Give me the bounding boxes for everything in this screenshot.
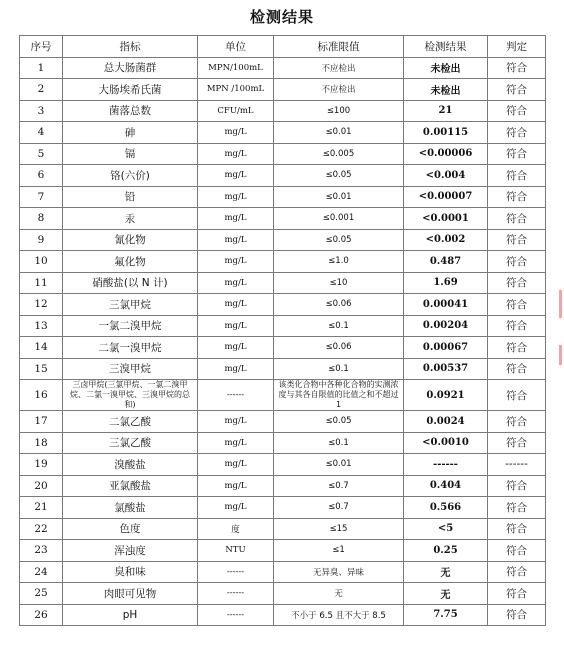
cell-no: 19: [20, 454, 63, 476]
cell-limit: ≤0.1: [274, 358, 404, 380]
cell-no: 7: [20, 186, 63, 208]
cell-indicator: 溴酸盐: [63, 454, 198, 476]
red-seal-edge-mark: [559, 345, 562, 365]
cell-no: 15: [20, 358, 63, 380]
cell-indicator: 三溴甲烷: [63, 358, 198, 380]
table-row: [20, 337, 546, 359]
cell-judgement: 符合: [488, 229, 546, 251]
cell-limit: ≤15: [274, 518, 404, 540]
cell-indicator: 铬(六价): [63, 165, 198, 187]
cell-limit: ≤100: [274, 100, 404, 122]
cell-result: <0.004: [404, 165, 488, 187]
cell-no: 1: [20, 57, 63, 79]
cell-limit: 不小于 6.5 且不大于 8.5: [274, 604, 404, 626]
table-row: [20, 57, 546, 79]
cell-unit: mg/L: [198, 337, 274, 359]
cell-unit: mg/L: [198, 497, 274, 519]
cell-limit: ≤0.001: [274, 208, 404, 230]
cell-unit: NTU: [198, 540, 274, 562]
table-row: [20, 411, 546, 433]
cell-unit: MPN/100mL: [198, 57, 274, 79]
cell-judgement: 符合: [488, 583, 546, 605]
cell-no: 24: [20, 561, 63, 583]
cell-result: 0.566: [404, 497, 488, 519]
cell-unit: mg/L: [198, 272, 274, 294]
cell-limit: ≤0.1: [274, 432, 404, 454]
cell-judgement: 符合: [488, 497, 546, 519]
header-unit: 单位: [198, 36, 274, 58]
cell-judgement: 符合: [488, 604, 546, 626]
cell-unit: ------: [198, 583, 274, 605]
cell-indicator: 一氯二溴甲烷: [63, 315, 198, 337]
cell-no: 17: [20, 411, 63, 433]
cell-unit: mg/L: [198, 229, 274, 251]
cell-judgement: ------: [488, 454, 546, 476]
cell-result: <0.002: [404, 229, 488, 251]
cell-judgement: 符合: [488, 272, 546, 294]
cell-judgement: 符合: [488, 411, 546, 433]
cell-judgement: 符合: [488, 294, 546, 316]
cell-result: 0.404: [404, 475, 488, 497]
cell-limit: ≤0.01: [274, 454, 404, 476]
cell-indicator: pH: [63, 604, 198, 626]
cell-judgement: 符合: [488, 432, 546, 454]
cell-limit: 不应检出: [274, 79, 404, 101]
cell-indicator: 肉眼可见物: [63, 583, 198, 605]
cell-result: 0.25: [404, 540, 488, 562]
cell-limit: ≤0.05: [274, 229, 404, 251]
table-row: [20, 497, 546, 519]
cell-result: 0.0024: [404, 411, 488, 433]
cell-limit: ≤10: [274, 272, 404, 294]
header-result: 检测结果: [404, 36, 488, 58]
cell-no: 13: [20, 315, 63, 337]
cell-no: 2: [20, 79, 63, 101]
table-row: [20, 251, 546, 273]
cell-limit: ≤1: [274, 540, 404, 562]
cell-judgement: 符合: [488, 315, 546, 337]
cell-result: 未检出: [404, 79, 488, 101]
cell-no: 14: [20, 337, 63, 359]
cell-result: 未检出: [404, 57, 488, 79]
cell-unit: mg/L: [198, 475, 274, 497]
cell-limit: ≤0.05: [274, 165, 404, 187]
cell-result: 21: [404, 100, 488, 122]
cell-limit: 该类化合物中各种化合物的实测浓度与其各自限值的比值之和不超过1: [274, 380, 404, 411]
cell-unit: mg/L: [198, 315, 274, 337]
header-no: 序号: [20, 36, 63, 58]
cell-limit: 不应检出: [274, 57, 404, 79]
cell-judgement: 符合: [488, 122, 546, 144]
table-row: [20, 561, 546, 583]
cell-limit: ≤0.01: [274, 186, 404, 208]
cell-judgement: 符合: [488, 186, 546, 208]
cell-judgement: 符合: [488, 57, 546, 79]
table-row: [20, 122, 546, 144]
cell-limit: ≤0.05: [274, 411, 404, 433]
cell-indicator: 色度: [63, 518, 198, 540]
cell-no: 3: [20, 100, 63, 122]
cell-result: 0.0921: [404, 380, 488, 411]
table-row: [20, 454, 546, 476]
red-seal-edge-mark: [559, 290, 562, 318]
cell-unit: mg/L: [198, 432, 274, 454]
cell-result: <0.00007: [404, 186, 488, 208]
cell-indicator: 汞: [63, 208, 198, 230]
cell-no: 12: [20, 294, 63, 316]
cell-result: 0.487: [404, 251, 488, 273]
cell-indicator: 总大肠菌群: [63, 57, 198, 79]
table-row: [20, 380, 546, 411]
cell-unit: mg/L: [198, 454, 274, 476]
cell-indicator: 氰化物: [63, 229, 198, 251]
cell-no: 8: [20, 208, 63, 230]
cell-judgement: 符合: [488, 380, 546, 411]
cell-result: 0.00041: [404, 294, 488, 316]
cell-limit: ≤0.06: [274, 337, 404, 359]
cell-limit: ≤0.01: [274, 122, 404, 144]
cell-no: 22: [20, 518, 63, 540]
cell-judgement: 符合: [488, 540, 546, 562]
cell-judgement: 符合: [488, 143, 546, 165]
cell-indicator: 三卤甲烷(三氯甲烷、一氯二溴甲烷、二氯一溴甲烷、三溴甲烷的总和): [63, 380, 198, 411]
cell-no: 21: [20, 497, 63, 519]
cell-unit: 度: [198, 518, 274, 540]
cell-indicator: 大肠埃希氏菌: [63, 79, 198, 101]
cell-limit: ≤0.005: [274, 143, 404, 165]
cell-no: 10: [20, 251, 63, 273]
cell-judgement: 符合: [488, 208, 546, 230]
cell-indicator: 铅: [63, 186, 198, 208]
cell-unit: mg/L: [198, 122, 274, 144]
page-title: 检测结果: [249, 8, 314, 26]
table-row: [20, 272, 546, 294]
cell-result: <0.0001: [404, 208, 488, 230]
cell-no: 9: [20, 229, 63, 251]
cell-unit: ------: [198, 561, 274, 583]
cell-no: 26: [20, 604, 63, 626]
cell-limit: ≤0.1: [274, 315, 404, 337]
header-limit: 标准限值: [274, 36, 404, 58]
cell-unit: mg/L: [198, 165, 274, 187]
cell-indicator: 浑浊度: [63, 540, 198, 562]
cell-indicator: 三氯乙酸: [63, 432, 198, 454]
cell-judgement: 符合: [488, 337, 546, 359]
cell-no: 20: [20, 475, 63, 497]
table-row: [20, 186, 546, 208]
cell-limit: ≤0.06: [274, 294, 404, 316]
cell-judgement: 符合: [488, 251, 546, 273]
table-row: [20, 540, 546, 562]
cell-judgement: 符合: [488, 79, 546, 101]
cell-result: 0.00204: [404, 315, 488, 337]
cell-indicator: 三氯甲烷: [63, 294, 198, 316]
header-judgement: 判定: [488, 36, 546, 58]
cell-result: ------: [404, 454, 488, 476]
cell-limit: 无异臭、异味: [274, 561, 404, 583]
cell-no: 18: [20, 432, 63, 454]
header-row: [20, 36, 546, 58]
cell-unit: mg/L: [198, 251, 274, 273]
cell-no: 6: [20, 165, 63, 187]
cell-result: 7.75: [404, 604, 488, 626]
cell-limit: ≤0.7: [274, 475, 404, 497]
table-row: [20, 604, 546, 626]
table-row: [20, 518, 546, 540]
table-body: [20, 57, 546, 626]
table-row: [20, 143, 546, 165]
header-indicator: 指标: [63, 36, 198, 58]
cell-indicator: 臭和味: [63, 561, 198, 583]
cell-result: 0.00537: [404, 358, 488, 380]
cell-unit: mg/L: [198, 208, 274, 230]
cell-no: 25: [20, 583, 63, 605]
cell-indicator: 亚氯酸盐: [63, 475, 198, 497]
table-row: [20, 208, 546, 230]
cell-no: 23: [20, 540, 63, 562]
cell-no: 4: [20, 122, 63, 144]
cell-judgement: 符合: [488, 561, 546, 583]
cell-judgement: 符合: [488, 100, 546, 122]
table-row: [20, 165, 546, 187]
cell-result: 0.00115: [404, 122, 488, 144]
cell-no: 5: [20, 143, 63, 165]
cell-judgement: 符合: [488, 165, 546, 187]
table-row: [20, 229, 546, 251]
cell-unit: mg/L: [198, 186, 274, 208]
cell-indicator: 硝酸盐(以 N 计): [63, 272, 198, 294]
table-row: [20, 358, 546, 380]
cell-no: 11: [20, 272, 63, 294]
cell-unit: mg/L: [198, 358, 274, 380]
table-row: [20, 100, 546, 122]
table-row: [20, 294, 546, 316]
cell-unit: MPN /100mL: [198, 79, 274, 101]
cell-indicator: 二氯乙酸: [63, 411, 198, 433]
cell-indicator: 氟化物: [63, 251, 198, 273]
cell-no: 16: [20, 380, 63, 411]
cell-unit: CFU/mL: [198, 100, 274, 122]
table-row: [20, 432, 546, 454]
cell-result: 无: [404, 583, 488, 605]
cell-unit: ------: [198, 604, 274, 626]
cell-result: 0.00067: [404, 337, 488, 359]
cell-indicator: 氯酸盐: [63, 497, 198, 519]
table-row: [20, 79, 546, 101]
results-table: [19, 35, 546, 626]
cell-indicator: 砷: [63, 122, 198, 144]
cell-result: 无: [404, 561, 488, 583]
cell-result: <0.00006: [404, 143, 488, 165]
cell-indicator: 菌落总数: [63, 100, 198, 122]
cell-indicator: 二氯一溴甲烷: [63, 337, 198, 359]
cell-result: <5: [404, 518, 488, 540]
cell-unit: mg/L: [198, 411, 274, 433]
cell-result: 1.69: [404, 272, 488, 294]
cell-unit: ------: [198, 380, 274, 411]
cell-judgement: 符合: [488, 518, 546, 540]
cell-unit: mg/L: [198, 143, 274, 165]
table-row: [20, 475, 546, 497]
table-row: [20, 315, 546, 337]
cell-indicator: 镉: [63, 143, 198, 165]
cell-unit: mg/L: [198, 294, 274, 316]
cell-result: <0.0010: [404, 432, 488, 454]
cell-limit: ≤1.0: [274, 251, 404, 273]
cell-limit: ≤0.7: [274, 497, 404, 519]
table-row: [20, 583, 546, 605]
cell-limit: 无: [274, 583, 404, 605]
cell-judgement: 符合: [488, 475, 546, 497]
cell-judgement: 符合: [488, 358, 546, 380]
